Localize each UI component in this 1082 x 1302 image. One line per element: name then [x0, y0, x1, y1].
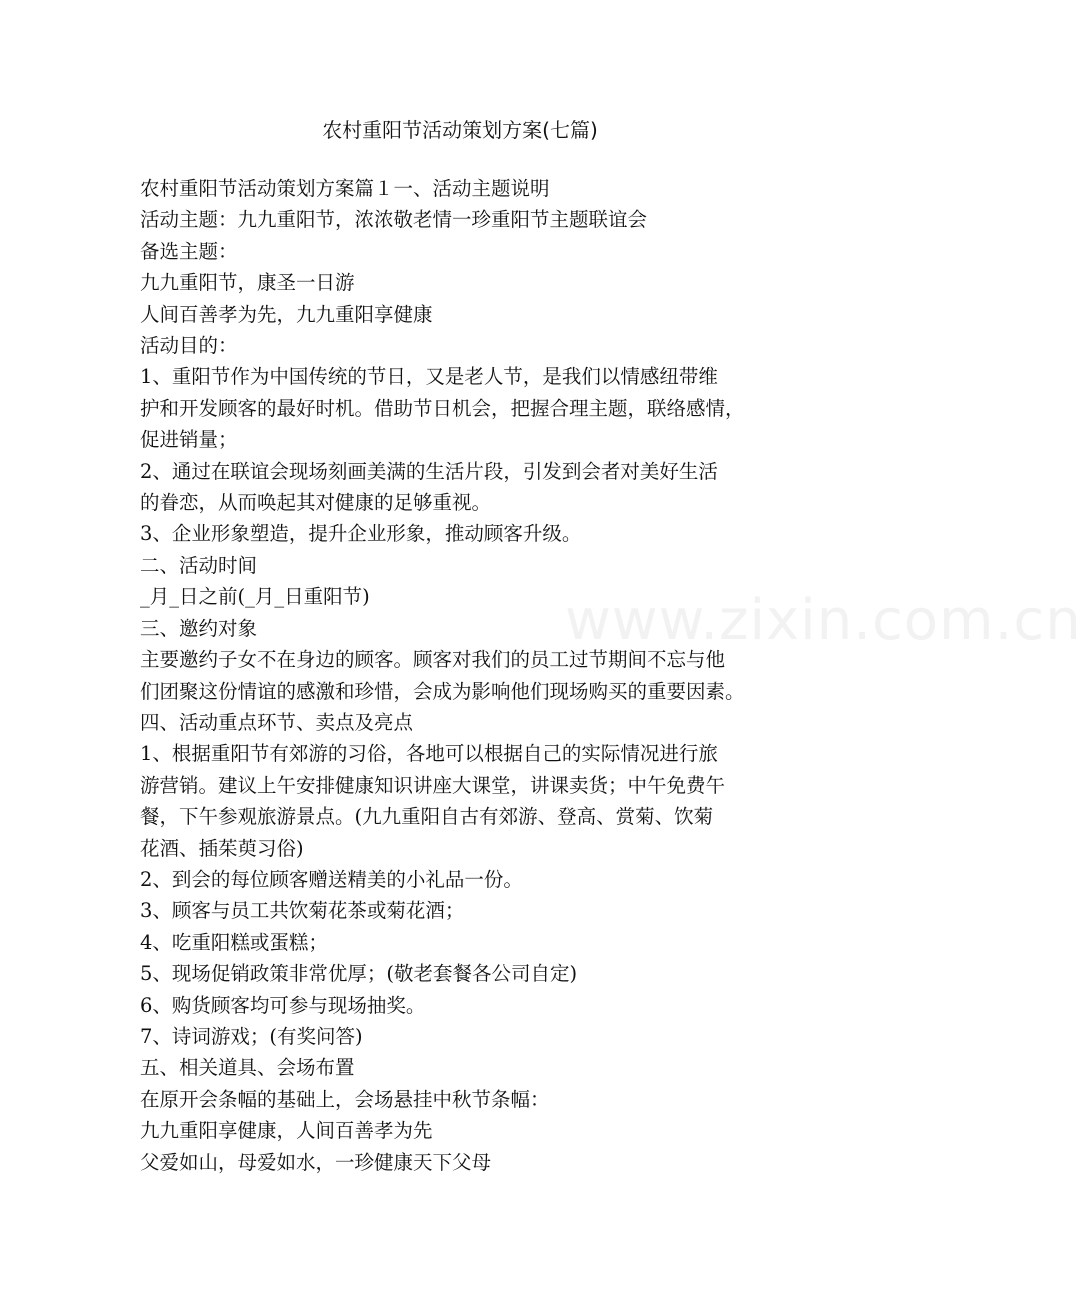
paragraph-line: 们团聚这份情谊的感激和珍惜，会成为影响他们现场购买的重要因素。: [140, 679, 745, 703]
paragraph-line: 三、邀约对象: [140, 616, 258, 640]
paragraph-line: 九九重阳节，康圣一日游: [140, 271, 355, 295]
paragraph-line: 父爱如山，母爱如水，一珍健康天下父母: [140, 1150, 492, 1174]
paragraph-line: 5、现场促销政策非常优厚；(敬老套餐各公司自定): [140, 962, 578, 986]
paragraph-line: 的眷恋，从而唤起其对健康的足够重视。: [140, 491, 492, 515]
paragraph-line: 餐，下午参观旅游景点。(九九重阳自古有郊游、登高、赏菊、饮菊: [140, 805, 714, 829]
paragraph-line: 2、到会的每位顾客赠送精美的小礼品一份。: [140, 867, 523, 891]
paragraph-line: 7、诗词游戏；(有奖问答): [140, 1024, 363, 1048]
paragraph-line: 花酒、插茱萸习俗): [140, 836, 304, 860]
paragraph-line: 护和开发顾客的最好时机。借助节日机会，把握合理主题，联络感情，: [140, 396, 745, 420]
paragraph-line: 1、根据重阳节有郊游的习俗，各地可以根据自己的实际情况进行旅: [140, 742, 718, 766]
paragraph-line: 活动主题：九九重阳节，浓浓敬老情一珍重阳节主题联谊会: [140, 208, 648, 232]
paragraph-line: 2、通过在联谊会现场刻画美满的生活片段，引发到会者对美好生活: [140, 459, 718, 483]
paragraph-line: 4、吃重阳糕或蛋糕；: [140, 930, 328, 954]
paragraph-line: 二、活动时间: [140, 553, 258, 577]
paragraph-line: 主要邀约子女不在身边的顾客。顾客对我们的员工过节期间不忘与他: [140, 648, 726, 672]
paragraph-line: 备选主题：: [140, 239, 238, 263]
paragraph-line: 五、相关道具、会场布置: [140, 1056, 355, 1080]
paragraph-line: 人间百善孝为先，九九重阳享健康: [140, 302, 433, 326]
paragraph-line: 四、活动重点环节、卖点及亮点: [140, 710, 414, 734]
document-body: [140, 173, 785, 1178]
document-title: 农村重阳节活动策划方案(七篇): [322, 118, 598, 142]
paragraph-line: 在原开会条幅的基础上，会场悬挂中秋节条幅：: [140, 1087, 550, 1111]
paragraph-line: 3、顾客与员工共饮菊花茶或菊花酒；: [140, 899, 465, 923]
paragraph-line: 活动目的：: [140, 334, 238, 358]
paragraph-line: 九九重阳享健康，人间百善孝为先: [140, 1119, 433, 1143]
paragraph-line: 农村重阳节活动策划方案篇１一、活动主题说明: [140, 177, 550, 200]
paragraph-line: 游营销。建议上午安排健康知识讲座大课堂，讲课卖货；中午免费午: [140, 773, 726, 797]
paragraph-line: 1、重阳节作为中国传统的节日，又是老人节，是我们以情感纽带维: [140, 365, 718, 389]
paragraph-line: _月_日之前(_月_日重阳节): [140, 585, 370, 609]
paragraph-line: 促进销量；: [140, 428, 238, 452]
paragraph-line: 3、企业形象塑造，提升企业形象，推动顾客升级。: [140, 522, 582, 546]
paragraph-line: 6、购货顾客均可参与现场抽奖。: [140, 993, 426, 1017]
watermark: www.zixin.com.cn: [565, 588, 1082, 653]
